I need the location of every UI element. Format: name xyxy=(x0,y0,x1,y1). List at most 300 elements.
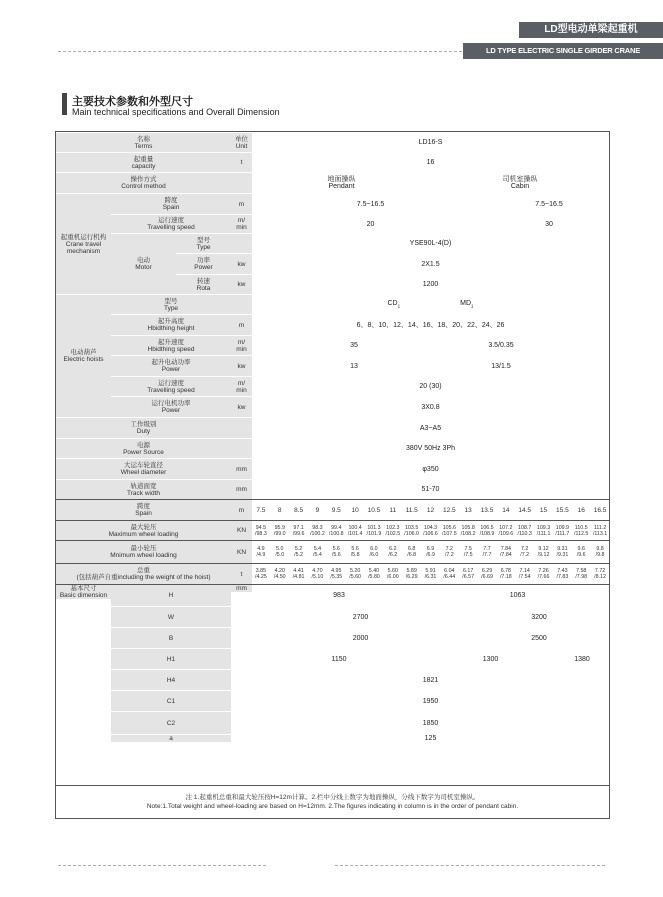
dim-label-b xyxy=(111,628,231,648)
motor-power-label xyxy=(176,254,231,274)
cell-text: 13/1.5 xyxy=(491,362,511,370)
cell-text: 3200 xyxy=(531,613,547,621)
unit-cell xyxy=(231,336,252,355)
cell-text: /108.9 xyxy=(479,530,495,537)
span-value xyxy=(309,500,327,520)
span-value xyxy=(346,500,364,520)
max-load-value xyxy=(271,521,289,540)
row-rule xyxy=(56,540,609,541)
wheel-label xyxy=(56,459,231,479)
span-value xyxy=(252,500,270,520)
cell-text: 103.5 xyxy=(405,524,419,531)
cell-text: /5.2 xyxy=(294,552,303,558)
cell-text: 98.3 xyxy=(312,524,323,531)
min-load-value xyxy=(497,541,515,563)
speed-pendant xyxy=(252,215,489,233)
dim-label-w xyxy=(111,607,231,627)
unit-cell xyxy=(231,356,252,376)
span-value xyxy=(553,500,571,520)
cell-text: 7.5 xyxy=(256,506,266,514)
cell-text: KN xyxy=(236,548,247,556)
cell-text: 6.29 xyxy=(481,568,493,574)
span-value xyxy=(271,500,289,520)
unit-cell xyxy=(231,173,252,193)
cell-text: /4.9 xyxy=(256,552,266,558)
cell-text: /6.57 xyxy=(462,574,475,580)
cell-text: 3.5/0.35 xyxy=(488,342,514,349)
cell-text: 8.5 xyxy=(294,506,304,514)
unit-cell xyxy=(231,295,252,314)
motor-type-value xyxy=(252,234,609,253)
row-rule xyxy=(56,520,609,521)
header-divider xyxy=(58,51,462,52)
min-load-value xyxy=(422,541,440,563)
cell-text: 4.20 xyxy=(274,568,285,574)
max-load-value xyxy=(497,521,515,540)
weight-value xyxy=(384,564,402,584)
cell-text: 基本尺寸 xyxy=(70,585,97,592)
unit-cell xyxy=(231,275,252,294)
spec-table xyxy=(55,131,610,786)
cell-text: 16 xyxy=(426,159,435,166)
dim-label-a xyxy=(111,735,231,742)
min-load-value xyxy=(459,541,477,563)
unit-cell xyxy=(231,585,252,592)
span-value xyxy=(440,500,458,520)
cell-text: 运行速度 xyxy=(157,217,184,224)
span-value xyxy=(591,500,609,520)
max-load-value xyxy=(403,521,421,540)
cell-text: 轨道面宽 xyxy=(130,482,157,490)
capacity-value xyxy=(252,153,609,172)
cell-text: 7.26 xyxy=(538,568,549,574)
weight-value xyxy=(290,564,308,584)
power-source-value xyxy=(252,439,609,458)
cell-text: /5.4 xyxy=(313,552,322,558)
cell-text: 2000 xyxy=(352,634,369,642)
dim-label-h1 xyxy=(111,649,231,669)
dim-value-c2 xyxy=(252,712,609,734)
weight-value xyxy=(422,564,440,584)
footer-divider-left xyxy=(58,865,266,866)
unit-cell xyxy=(231,541,252,563)
weight-value xyxy=(309,564,327,584)
cell-text: /7.5 xyxy=(463,552,473,558)
cell-text: 11.5 xyxy=(405,506,418,514)
cell-text: 电源 xyxy=(136,441,150,449)
cell-text: Wheel diameter xyxy=(120,469,167,476)
weight-value xyxy=(553,564,571,584)
unit-cell xyxy=(231,480,252,499)
weight-value xyxy=(535,564,553,584)
max-load-value xyxy=(252,521,270,540)
weight-value xyxy=(346,564,364,584)
spec-cell xyxy=(546,356,609,376)
cell-text: 4.70 xyxy=(312,568,323,574)
span-value xyxy=(365,500,383,520)
cell-text: Electric hoists xyxy=(63,356,104,363)
cell-text: /7.2 xyxy=(520,552,530,558)
max-load-value xyxy=(535,521,553,540)
control-label xyxy=(56,173,231,193)
cell-text: 5.89 xyxy=(406,568,417,574)
cell-text: 7.7 xyxy=(483,546,491,552)
dim-value-h xyxy=(252,585,426,606)
unit-cell xyxy=(231,564,252,584)
cell-text: 12.5 xyxy=(442,506,456,514)
speed-cabin xyxy=(489,215,609,233)
section-title-cn: 主要技术参数和外型尺寸 xyxy=(72,96,193,108)
span-value xyxy=(535,500,553,520)
cell-text: Maximum wheel loading xyxy=(108,530,179,538)
min-load-value xyxy=(346,541,364,563)
hoist-speed-label xyxy=(111,377,231,396)
dim-value-h1 xyxy=(555,649,609,669)
cell-text: 105.8 xyxy=(461,524,475,531)
duty-value xyxy=(252,418,609,438)
power-source-label xyxy=(56,439,231,458)
cell-text: 型号 xyxy=(197,236,210,244)
cell-text: B xyxy=(168,634,174,642)
cell-text: /6.31 xyxy=(424,574,437,580)
cell-text: Mnimum wheel loading xyxy=(110,552,177,559)
cell-text: m xyxy=(238,200,245,208)
max-load-value xyxy=(440,521,458,540)
cell-text: 1300 xyxy=(482,655,499,663)
dim-label-h4 xyxy=(111,670,231,690)
hoist-speed-value xyxy=(252,377,609,396)
cell-text: /98.3 xyxy=(255,530,267,537)
run-power-value xyxy=(252,397,609,417)
span-value xyxy=(290,500,308,520)
lifting-height-label xyxy=(111,315,231,335)
hoist-type: MD xyxy=(460,299,471,307)
cell-text: 111.2 xyxy=(593,524,607,531)
weight-value xyxy=(252,564,270,584)
cell-text: 7.2 xyxy=(445,546,453,552)
cell-text: 8 xyxy=(277,506,282,514)
cell-text: /112.5 xyxy=(574,530,589,537)
span-value xyxy=(327,500,345,520)
cell-text: /5.80 xyxy=(368,574,380,580)
basic-label xyxy=(56,585,111,599)
cell-text: /5.8 xyxy=(350,552,360,558)
cell-text: Track width xyxy=(127,489,160,497)
cell-text: Power xyxy=(161,407,181,414)
track-label xyxy=(56,480,231,499)
cell-text: 10.5 xyxy=(367,506,381,514)
cell-text: 30 xyxy=(545,220,553,228)
unit-header xyxy=(231,133,252,152)
unit-cell xyxy=(231,215,252,233)
unit-cell xyxy=(231,194,252,214)
cell-text: Travelling speed xyxy=(147,386,195,394)
cell-text: /101.9 xyxy=(366,530,382,537)
cell-text: 105.6 xyxy=(442,524,456,531)
cell-text: 6、8、10、12、14、16、18、20、22、24、26 xyxy=(356,321,505,329)
cell-text: /7.83 xyxy=(556,574,569,580)
cell-text: A3~A5 xyxy=(419,424,442,432)
cell-text: m xyxy=(238,321,245,329)
min-load-value xyxy=(365,541,383,563)
note-cn: 注 1.起重机总重和最大轮压按H=12m计算。2.栏中分线上数字为地面操纵，分线下数字为司机室操纵。 xyxy=(185,794,480,801)
cell-text: 13 xyxy=(350,362,358,370)
cell-text: 109.3 xyxy=(536,524,551,531)
duty-label xyxy=(56,418,231,438)
lifting-speed-label xyxy=(111,336,231,355)
min-load-value xyxy=(271,541,289,563)
section-marker xyxy=(62,93,67,115)
cell-text: Rota xyxy=(196,284,211,292)
cell-text: 107.2 xyxy=(499,524,513,531)
cell-text: /9.12 xyxy=(537,552,550,558)
hoist-type-sub: 1 xyxy=(397,303,401,309)
cell-text: m/ xyxy=(237,217,246,224)
cell-text: 109.9 xyxy=(555,524,570,531)
min-load-value xyxy=(327,541,345,563)
row-rule xyxy=(56,563,609,564)
span-cabin xyxy=(489,194,609,214)
lift-power-label xyxy=(111,356,231,376)
cell-text: 94.5 xyxy=(255,524,267,531)
cell-text: KN xyxy=(236,527,247,534)
cell-text: 4.9 xyxy=(257,546,265,552)
cell-text: 单位 xyxy=(235,135,248,143)
cell-text: 6.9 xyxy=(426,546,435,552)
terms-header xyxy=(56,133,231,152)
min-load-value xyxy=(553,541,571,563)
cell-text: 转速 xyxy=(196,277,210,285)
model-cell xyxy=(252,133,609,152)
cell-text: /109.6 xyxy=(498,530,514,537)
footer-divider-right xyxy=(335,865,605,866)
span-value xyxy=(516,500,534,520)
cell-text: 操作方式 xyxy=(130,176,157,183)
cell-text: /5.35 xyxy=(330,574,343,580)
cell-text: /7.66 xyxy=(537,574,550,580)
span-value xyxy=(478,500,496,520)
min-load-value xyxy=(309,541,327,563)
motor-label xyxy=(111,234,176,294)
weight-value xyxy=(271,564,289,584)
weight-value xyxy=(440,564,458,584)
span-value xyxy=(422,500,440,520)
cell-text: 总重 xyxy=(137,567,150,574)
cell-text: H xyxy=(168,592,174,599)
cell-text: 4.41 xyxy=(293,568,304,574)
weight-value xyxy=(403,564,421,584)
cell-text: /111.1 xyxy=(536,530,551,537)
cell-text: 108.7 xyxy=(518,524,532,531)
min-load-value xyxy=(591,541,609,563)
cell-text: /6.0 xyxy=(369,552,379,558)
max-load-value xyxy=(422,521,440,540)
cell-text: mm xyxy=(236,486,247,493)
cell-text: 14.5 xyxy=(518,506,532,514)
cell-text: /5.0 xyxy=(275,552,285,558)
cell-text: 型号 xyxy=(164,297,178,305)
cell-text: 102.3 xyxy=(386,524,400,531)
cell-text: /107.5 xyxy=(441,530,457,537)
cell-text: 地面操纵 xyxy=(327,176,356,183)
cell-text: 11 xyxy=(389,506,397,514)
span-value xyxy=(572,500,590,520)
cell-text: /6.69 xyxy=(481,574,493,580)
cell-text: 7.5~16.5 xyxy=(356,200,385,208)
dim-value-a xyxy=(252,735,609,742)
cell-text: 3.85 xyxy=(255,568,267,574)
cell-text: 7.72 xyxy=(594,568,606,574)
unit-cell xyxy=(231,521,252,540)
cell-text: H1 xyxy=(166,655,176,663)
dim-label-c1 xyxy=(111,691,231,711)
cell-text: C1 xyxy=(166,697,176,705)
control-pendant xyxy=(252,173,431,193)
cell-text: 16 xyxy=(577,506,585,514)
min-load-value xyxy=(440,541,458,563)
cell-text: /7.2 xyxy=(444,552,454,558)
cell-text: /5.6 xyxy=(331,552,341,558)
cell-text: 106.5 xyxy=(480,524,494,531)
motor-rota-value xyxy=(252,275,609,294)
cell-text: /106.0 xyxy=(404,530,420,537)
cell-text: 20 xyxy=(366,220,375,228)
dim-value-h1 xyxy=(426,649,555,669)
hoist-type-sub: 1 xyxy=(471,303,474,309)
cell-text: Hbidthing speed xyxy=(147,345,195,353)
unit-cell xyxy=(231,377,252,396)
weight-value xyxy=(478,564,496,584)
cell-text: /99.0 xyxy=(273,530,286,537)
cell-text: 功率 xyxy=(197,257,210,264)
row-rule xyxy=(56,499,609,500)
cell-text: Duty xyxy=(136,428,151,435)
cell-text: 983 xyxy=(333,592,345,599)
dim-value-h4 xyxy=(252,670,609,690)
cell-text: min xyxy=(236,345,247,353)
cell-text: /8.12 xyxy=(594,574,606,580)
min-load-value xyxy=(535,541,553,563)
dim-value-w xyxy=(252,607,469,627)
cell-text: 99.4 xyxy=(331,524,342,531)
lifting-speed-a xyxy=(252,336,456,355)
cell-text: 1200 xyxy=(422,281,439,288)
span-value xyxy=(384,500,402,520)
hoist-type: CD xyxy=(387,299,398,307)
cell-text: Spain xyxy=(135,510,152,517)
cell-text: 6.04 xyxy=(444,568,455,574)
cell-text: kw xyxy=(237,260,246,268)
min-load-value xyxy=(478,541,496,563)
cell-text: 9.6 xyxy=(577,546,585,552)
cell-text: Unit xyxy=(235,142,248,150)
max-load-value xyxy=(478,521,496,540)
cell-text: /9.6 xyxy=(576,552,586,558)
dim-value-b xyxy=(469,628,609,648)
cell-text: 6.2 xyxy=(389,546,397,552)
cell-text: Spain xyxy=(162,204,180,211)
cell-text: /7.54 xyxy=(518,574,531,580)
min-load-label xyxy=(56,541,231,563)
span-value xyxy=(497,500,515,520)
cell-text: 1150 xyxy=(331,655,347,663)
span-value xyxy=(459,500,477,520)
cell-text: 101.3 xyxy=(367,524,381,531)
max-load-value xyxy=(516,521,534,540)
cell-text: 15.5 xyxy=(556,506,569,514)
cell-text: 起升电动功率 xyxy=(151,359,191,366)
cell-text: 5.60 xyxy=(387,568,398,574)
capacity-label xyxy=(56,153,231,172)
weight-value xyxy=(591,564,609,584)
min-load-value xyxy=(290,541,308,563)
cell-text: 95.9 xyxy=(274,524,285,531)
cell-text: /4.50 xyxy=(273,574,286,580)
max-load-value xyxy=(346,521,364,540)
cell-text: Type xyxy=(196,243,211,251)
cell-text: m/ xyxy=(237,379,246,387)
max-load-value xyxy=(365,521,383,540)
cell-text: /102.5 xyxy=(385,530,401,537)
cell-text: 1063 xyxy=(509,592,526,599)
track-value xyxy=(252,480,609,499)
cell-text: C2 xyxy=(166,719,176,727)
weight-value xyxy=(327,564,345,584)
cell-text: /108.2 xyxy=(460,530,476,537)
lifting-height-value xyxy=(252,315,609,335)
cell-text: t xyxy=(240,570,243,578)
cell-text: /111.7 xyxy=(555,530,570,537)
min-load-value xyxy=(252,541,270,563)
cell-text: /5.10 xyxy=(311,574,324,580)
unit-cell xyxy=(231,500,252,520)
header-cn-title: LD型电动单梁起重机 xyxy=(519,22,663,38)
cell-text: Motor xyxy=(135,264,152,271)
cell-text: 2500 xyxy=(531,634,547,642)
cell-text: Pendant xyxy=(328,183,355,190)
cell-text: /5.60 xyxy=(349,574,361,580)
cell-text: 100.4 xyxy=(348,524,362,531)
cell-text: /6.44 xyxy=(443,574,456,580)
cell-text: 7.43 xyxy=(557,568,568,574)
cell-text: /113.1 xyxy=(592,530,608,537)
cell-text: 7.5 xyxy=(464,546,472,552)
row-rule xyxy=(56,584,609,585)
lift-power-b xyxy=(456,356,546,376)
cell-text: /4.25 xyxy=(255,574,267,580)
cell-text: 3X0.8 xyxy=(421,403,440,411)
span-pendant xyxy=(252,194,489,214)
cell-text: 5.91 xyxy=(425,568,436,574)
dim-value-b xyxy=(252,628,469,648)
cell-text: 7.84 xyxy=(500,546,511,552)
span-row-label xyxy=(56,500,231,520)
cell-text: a xyxy=(169,735,173,742)
hoist-type-value xyxy=(252,295,609,314)
dim-value-h xyxy=(426,585,609,606)
cell-text: /6.29 xyxy=(405,574,418,580)
cell-text: 5.6 xyxy=(332,546,340,552)
cell-text: Travelling speed xyxy=(147,224,195,231)
cell-text: YSE90L-4(D) xyxy=(409,240,452,247)
weight-value xyxy=(516,564,534,584)
dim-value-c1 xyxy=(252,691,609,711)
cell-text: min xyxy=(236,386,247,394)
cell-text: 104.3 xyxy=(423,524,438,531)
cell-text: /6.9 xyxy=(426,552,435,558)
cell-text: 5.6 xyxy=(351,546,359,552)
cell-text: mm xyxy=(236,465,247,473)
